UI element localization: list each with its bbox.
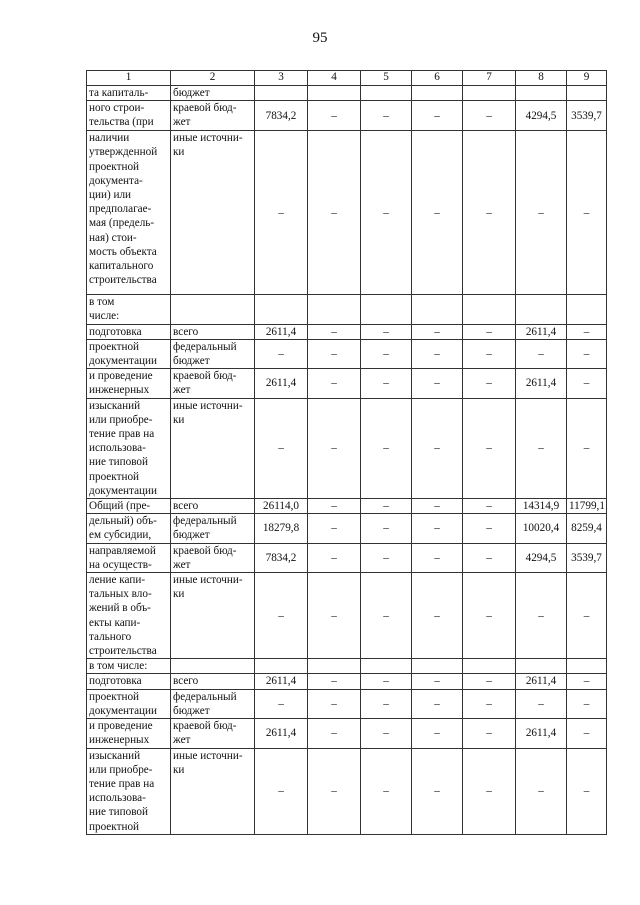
row-label: в том числе: [87,295,171,324]
value-cell-col9: 8259,4 [567,514,607,543]
funding-source: иные источни- ки [171,573,255,659]
row-label: проектной документации [87,689,171,718]
row-label: изысканий или приобре- тение прав на использова- ние типовой проектной [87,748,171,834]
value-cell-col3: – [255,748,308,834]
value-cell-col4: – [308,748,361,834]
value-cell-col6: – [412,719,463,748]
value-cell-col4: – [308,131,361,295]
table-row [87,339,607,368]
value-cell-col9: – [567,573,607,659]
funding-source: всего [171,674,255,689]
value-cell-col9: – [567,719,607,748]
value-cell-col6: – [412,131,463,295]
value-cell-col9 [567,86,607,101]
table-row [87,295,607,324]
value-cell-col7: – [463,748,516,834]
value-cell-col7: – [463,514,516,543]
funding-source: федеральный бюджет [171,514,255,543]
value-cell-col7: – [463,719,516,748]
funding-source [171,659,255,674]
value-cell-col5 [361,295,412,324]
funding-source: краевой бюд- жет [171,369,255,398]
table-row [87,748,607,834]
value-cell-col3: 2611,4 [255,324,308,339]
value-cell-col3 [255,86,308,101]
row-label: изысканий или приобре- тение прав на использова- ние типовой проектной документации [87,398,171,498]
value-cell-col3: 7834,2 [255,101,308,131]
value-cell-col4: – [308,369,361,398]
value-cell-col5: – [361,514,412,543]
value-cell-col8: 2611,4 [516,324,567,339]
header-cell-8: 8 [516,71,567,86]
value-cell-col7 [463,295,516,324]
header-cell-9: 9 [567,71,607,86]
value-cell-col7 [463,659,516,674]
funding-source [171,295,255,324]
value-cell-col4 [308,295,361,324]
value-cell-col8: 4294,5 [516,543,567,572]
value-cell-col8: 2611,4 [516,674,567,689]
value-cell-col3: 26114,0 [255,499,308,514]
table-row [87,543,607,572]
value-cell-col3: – [255,398,308,498]
table-row [87,674,607,689]
value-cell-col6 [412,86,463,101]
value-cell-col6 [412,295,463,324]
value-cell-col8 [516,86,567,101]
table-row [87,689,607,718]
row-label: наличии утвержденной проектной документа- ции) или предполагае- мая (предель- ная) стои- мость объекта капитального строительства [87,131,171,295]
value-cell-col9: – [567,689,607,718]
value-cell-col4: – [308,514,361,543]
value-cell-col7 [463,86,516,101]
value-cell-col5: – [361,101,412,131]
value-cell-col3: – [255,689,308,718]
value-cell-col7: – [463,674,516,689]
value-cell-col4: – [308,674,361,689]
funding-source: федеральный бюджет [171,339,255,368]
value-cell-col4: – [308,543,361,572]
value-cell-col5 [361,659,412,674]
funding-source: всего [171,324,255,339]
value-cell-col7: – [463,499,516,514]
value-cell-col9: – [567,339,607,368]
value-cell-col9 [567,659,607,674]
value-cell-col9: – [567,398,607,498]
value-cell-col3: 2611,4 [255,719,308,748]
funding-source: бюджет [171,86,255,101]
funding-source: краевой бюд- жет [171,101,255,131]
value-cell-col5: – [361,674,412,689]
value-cell-col3: 7834,2 [255,543,308,572]
table-row [87,573,607,659]
value-cell-col7: – [463,543,516,572]
value-cell-col3: – [255,131,308,295]
value-cell-col8: – [516,339,567,368]
value-cell-col4: – [308,689,361,718]
value-cell-col9: 3539,7 [567,101,607,131]
row-label: дельный) объ- ем субсидии, [87,514,171,543]
value-cell-col5: – [361,748,412,834]
row-label: ление капи- тальных вло- жений в объ- екты капи- тального строительства [87,573,171,659]
header-cell-4: 4 [308,71,361,86]
value-cell-col3: 2611,4 [255,369,308,398]
value-cell-col9 [567,295,607,324]
header-cell-5: 5 [361,71,412,86]
value-cell-col6: – [412,324,463,339]
row-label: в том числе: [87,659,171,674]
value-cell-col5: – [361,499,412,514]
value-cell-col8: – [516,398,567,498]
funding-source: федеральный бюджет [171,689,255,718]
value-cell-col6: – [412,543,463,572]
header-row [87,71,607,86]
value-cell-col7: – [463,339,516,368]
value-cell-col4: – [308,324,361,339]
value-cell-col7: – [463,369,516,398]
value-cell-col5: – [361,543,412,572]
table-row [87,101,607,131]
value-cell-col3: – [255,339,308,368]
table-row [87,719,607,748]
value-cell-col5 [361,86,412,101]
funding-source: иные источни- ки [171,748,255,834]
header-cell-1: 1 [87,71,171,86]
value-cell-col8 [516,659,567,674]
value-cell-col8: – [516,748,567,834]
header-cell-2: 2 [171,71,255,86]
value-cell-col9: 3539,7 [567,543,607,572]
value-cell-col4: – [308,398,361,498]
value-cell-col8: 2611,4 [516,369,567,398]
value-cell-col5: – [361,398,412,498]
value-cell-col5: – [361,573,412,659]
value-cell-col3: 2611,4 [255,674,308,689]
row-label: Общий (пре- [87,499,171,514]
header-cell-3: 3 [255,71,308,86]
header-cell-7: 7 [463,71,516,86]
value-cell-col9: – [567,131,607,295]
value-cell-col8: – [516,131,567,295]
value-cell-col4 [308,86,361,101]
value-cell-col3 [255,295,308,324]
table-row [87,659,607,674]
table-row [87,86,607,101]
value-cell-col3: – [255,573,308,659]
value-cell-col6: – [412,369,463,398]
value-cell-col4: – [308,499,361,514]
table-row [87,499,607,514]
value-cell-col5: – [361,719,412,748]
row-label: и проведение инженерных [87,719,171,748]
table-row [87,369,607,398]
value-cell-col8: – [516,573,567,659]
row-label: и проведение инженерных [87,369,171,398]
value-cell-col7: – [463,689,516,718]
value-cell-col4: – [308,573,361,659]
funding-source: всего [171,499,255,514]
value-cell-col6: – [412,689,463,718]
value-cell-col8: 14314,9 [516,499,567,514]
value-cell-col6: – [412,514,463,543]
value-cell-col4: – [308,719,361,748]
funding-source: иные источни- ки [171,131,255,295]
page-number: 95 [312,30,328,46]
value-cell-col6: – [412,573,463,659]
value-cell-col8: – [516,689,567,718]
funding-source: иные источни- ки [171,398,255,498]
row-label: та капиталь- [87,86,171,101]
row-label: направляемой на осуществ- [87,543,171,572]
value-cell-col5: – [361,689,412,718]
header-cell-6: 6 [412,71,463,86]
value-cell-col8 [516,295,567,324]
value-cell-col8: 2611,4 [516,719,567,748]
value-cell-col7: – [463,573,516,659]
row-label: проектной документации [87,339,171,368]
value-cell-col4 [308,659,361,674]
value-cell-col3 [255,659,308,674]
value-cell-col9: – [567,674,607,689]
row-label: ного строи- тельства (при [87,101,171,131]
value-cell-col8: 10020,4 [516,514,567,543]
value-cell-col6 [412,659,463,674]
value-cell-col6: – [412,398,463,498]
funding-source: краевой бюд- жет [171,543,255,572]
value-cell-col4: – [308,101,361,131]
value-cell-col4: – [308,339,361,368]
value-cell-col6: – [412,499,463,514]
value-cell-col9: – [567,748,607,834]
row-label: подготовка [87,674,171,689]
budget-table [86,70,607,835]
value-cell-col6: – [412,339,463,368]
value-cell-col7: – [463,324,516,339]
value-cell-col3: 18279,8 [255,514,308,543]
value-cell-col5: – [361,324,412,339]
funding-source: краевой бюд- жет [171,719,255,748]
value-cell-col9: 11799,1 [567,499,607,514]
table-row [87,324,607,339]
table-row [87,131,607,295]
value-cell-col5: – [361,131,412,295]
row-label: подготовка [87,324,171,339]
value-cell-col6: – [412,748,463,834]
value-cell-col7: – [463,398,516,498]
value-cell-col5: – [361,369,412,398]
value-cell-col7: – [463,101,516,131]
table-row [87,514,607,543]
value-cell-col8: 4294,5 [516,101,567,131]
value-cell-col6: – [412,674,463,689]
value-cell-col6: – [412,101,463,131]
value-cell-col5: – [361,339,412,368]
value-cell-col7: – [463,131,516,295]
value-cell-col9: – [567,324,607,339]
value-cell-col9: – [567,369,607,398]
table-row [87,398,607,498]
